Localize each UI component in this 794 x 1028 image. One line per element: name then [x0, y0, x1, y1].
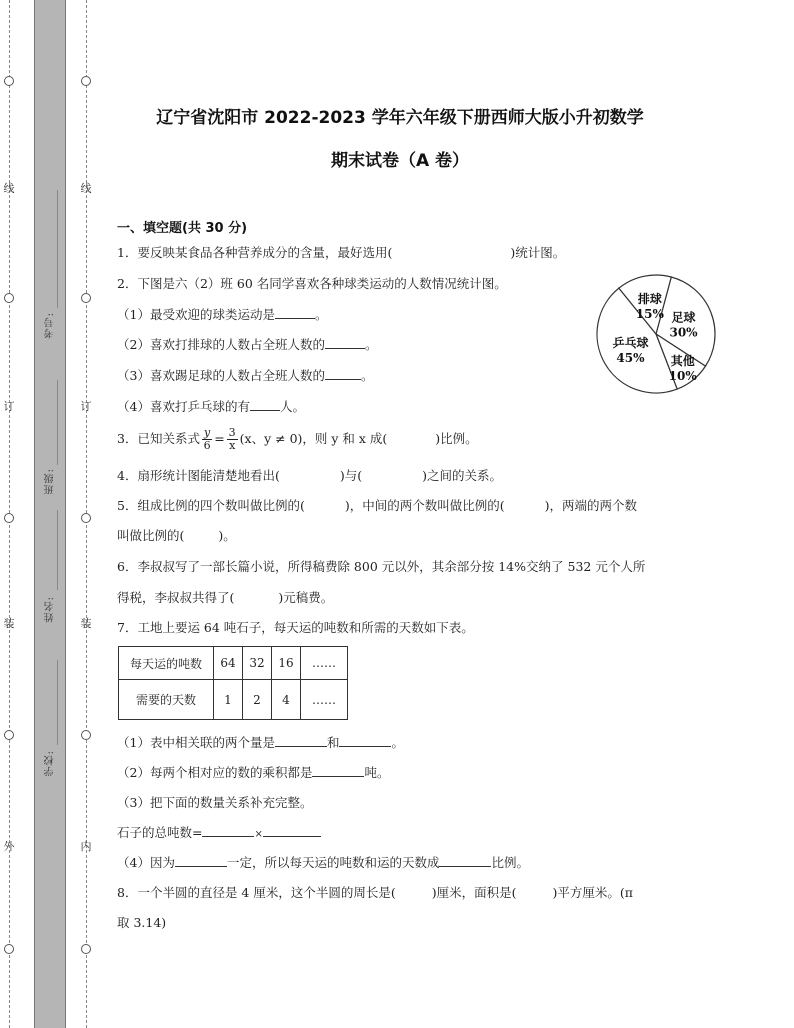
q2-1-blank[interactable]: [275, 306, 315, 319]
q2-2-blank[interactable]: [325, 336, 365, 349]
pie-slice-value: 15%: [635, 307, 664, 322]
punch-hole: [81, 730, 91, 740]
field-label-exam-no: 考号:: [45, 312, 56, 339]
q3-condition: (x、y ≠ 0)，则 y 和 x 成(: [239, 431, 388, 446]
punch-hole: [4, 76, 14, 86]
q7-4-blank-1[interactable]: [175, 854, 227, 867]
q2-3-text: （3）喜欢踢足球的人数占全班人数的: [117, 368, 325, 383]
q7-2-blank[interactable]: [312, 764, 364, 777]
q3-text: 3．已知关系式: [117, 431, 200, 446]
page-subtitle: 期末试卷（A 卷）: [330, 151, 470, 171]
q2-3-end: 。: [360, 368, 374, 383]
q2-2-end: 。: [364, 337, 378, 352]
field-label-name: 姓名:: [45, 596, 56, 623]
punch-hole: [4, 944, 14, 954]
q7-1-end: 。: [391, 735, 404, 750]
frac-denominator: x: [229, 439, 236, 452]
question-6-line2: [117, 588, 333, 606]
question-3: [117, 425, 478, 453]
field-line: [57, 510, 58, 590]
q5-text-mid: )，中间的两个数叫做比例的(: [344, 498, 505, 513]
punch-hole: [81, 76, 91, 86]
table-cell: ……: [301, 647, 348, 680]
question-7-stem: 7．工地上要运 64 吨石子，每天运的吨数和所需的天数如下表。: [117, 620, 474, 635]
question-2-2: [117, 335, 377, 353]
margin-char: 外: [3, 840, 15, 853]
question-5-line2: [117, 526, 236, 544]
question-8-line2: 取 3.14): [117, 915, 167, 930]
table-row-header: 每天运的吨数: [119, 647, 214, 680]
question-2-1: [117, 305, 327, 323]
punch-hole: [81, 944, 91, 954]
q7-4-text: （4）因为: [117, 855, 175, 870]
q8-text-end: )平方厘米。(π: [552, 885, 633, 900]
q7-2-text: （2）每两个相对应的数的乘积都是: [117, 765, 313, 780]
question-1: [117, 243, 565, 261]
punch-hole: [4, 730, 14, 740]
q5-text-2-end: )。: [218, 528, 236, 543]
table-row: [119, 680, 348, 720]
q7-1-blank-1[interactable]: [275, 734, 327, 747]
table-cell: 64: [214, 647, 243, 680]
punch-hole: [81, 293, 91, 303]
punch-hole: [4, 513, 14, 523]
q5-text: 5．组成比例的四个数叫做比例的(: [117, 498, 305, 513]
table-cell: 4: [272, 680, 301, 720]
pie-slice-value: 30%: [669, 325, 698, 340]
question-7-formula: [117, 823, 321, 841]
pie-slice-label: 足球: [671, 310, 696, 325]
q3-end: )比例。: [435, 431, 478, 446]
table-row-header: 需要的天数: [119, 680, 214, 720]
question-7-1: [117, 733, 404, 751]
question-8-line1: [117, 883, 633, 901]
field-line: [57, 380, 58, 465]
q8-text-mid: )厘米，面积是(: [431, 885, 517, 900]
q3-fraction-3x: [227, 427, 238, 452]
punch-hole: [4, 293, 14, 303]
q2-1-end: 。: [314, 307, 328, 322]
margin-char: 线: [80, 182, 92, 195]
margin-char: 装: [3, 617, 15, 630]
margin-char: 装: [80, 617, 92, 630]
question-7-2: [117, 763, 389, 781]
question-2-3: [117, 366, 373, 384]
field-label-school: 学校:: [45, 750, 56, 777]
q4-text-end: )之间的关系。: [422, 468, 502, 483]
margin-char: 订: [80, 400, 92, 413]
page-title: 辽宁省沈阳市 2022-2023 学年六年级下册西师大版小升初数学: [156, 108, 644, 128]
data-table: [118, 646, 348, 720]
q2-4-end: 人。: [279, 399, 305, 414]
q7-times: ×: [254, 829, 263, 840]
question-5-line1: [117, 496, 637, 514]
q6-text: 得税，李叔叔共得了(: [117, 590, 235, 605]
q8-text: 8．一个半圆的直径是 4 厘米，这个半圆的周长是(: [117, 885, 396, 900]
margin-char: 订: [3, 400, 15, 413]
frac-denominator: 6: [203, 439, 211, 452]
q5-text-2: 叫做比例的(: [117, 528, 185, 543]
question-7-3: （3）把下面的数量关系补充完整。: [117, 795, 313, 810]
table-cell: ……: [301, 680, 348, 720]
q2-1-text: （1）最受欢迎的球类运动是: [117, 307, 275, 322]
q1-text-end: )统计图。: [510, 245, 566, 260]
q7-4-end: 比例。: [491, 855, 529, 870]
q7-formula-blank-1[interactable]: [202, 824, 254, 837]
table-cell: 16: [272, 647, 301, 680]
table-row: [119, 647, 348, 680]
pie-slice-label: 其他: [670, 354, 695, 369]
q7-1-and: 和: [326, 735, 340, 750]
q7-formula-text: 石子的总吨数=: [117, 825, 203, 840]
pie-slice-value: 45%: [616, 350, 645, 365]
field-line: [57, 190, 58, 308]
punch-hole: [81, 513, 91, 523]
q7-4-blank-2[interactable]: [439, 854, 491, 867]
q3-fraction-y6: [202, 427, 212, 452]
q3-equals: =: [214, 431, 225, 446]
frac-numerator: 3: [228, 426, 236, 439]
table-cell: 32: [243, 647, 272, 680]
question-2-stem: 2．下图是六（2）班 60 名同学喜欢各种球类运动的人数情况统计图。: [117, 276, 507, 291]
question-2-4: [117, 397, 305, 415]
q2-4-blank[interactable]: [250, 398, 280, 411]
question-7-4: [117, 853, 529, 871]
q7-1-blank-2[interactable]: [339, 734, 391, 747]
table-cell: 2: [243, 680, 272, 720]
field-label-class: 班级:: [45, 468, 56, 495]
table-cell: 1: [214, 680, 243, 720]
pie-slice-value: 10%: [668, 369, 697, 384]
q7-formula-blank-2[interactable]: [263, 824, 321, 837]
pie-chart: [594, 272, 718, 396]
q6-text-end: )元稿费。: [278, 590, 334, 605]
q7-1-text: （1）表中相关联的两个量是: [117, 735, 275, 750]
field-line: [57, 660, 58, 745]
q7-4-text-mid: 一定，所以每天运的吨数和运的天数成: [226, 855, 440, 870]
q5-text-end: )，两端的两个数: [544, 498, 637, 513]
pie-slice-label: 排球: [637, 292, 662, 307]
q1-text: 1．要反映某食品各种营养成分的含量，最好选用(: [117, 245, 393, 260]
q4-text-mid: )与(: [339, 468, 363, 483]
question-6-line1: 6．李叔叔写了一部长篇小说，所得稿费除 800 元以外，其余部分按 14%交纳了 532 元个人所: [117, 559, 646, 574]
pie-slice-label: 乒乓球: [612, 335, 649, 350]
question-4: [117, 466, 502, 484]
q2-3-blank[interactable]: [325, 367, 361, 380]
section-heading: 一、填空题(共 30 分): [117, 221, 248, 236]
margin-char: 线: [3, 182, 15, 195]
binding-gutter: [34, 0, 66, 1028]
q2-2-text: （2）喜欢打排球的人数占全班人数的: [117, 337, 325, 352]
q4-text: 4．扇形统计图能清楚地看出(: [117, 468, 280, 483]
margin-char: 内: [80, 840, 92, 853]
q7-2-end: 吨。: [364, 765, 390, 780]
q2-4-text: （4）喜欢打乒乓球的有: [117, 399, 250, 414]
frac-numerator: y: [203, 426, 211, 439]
